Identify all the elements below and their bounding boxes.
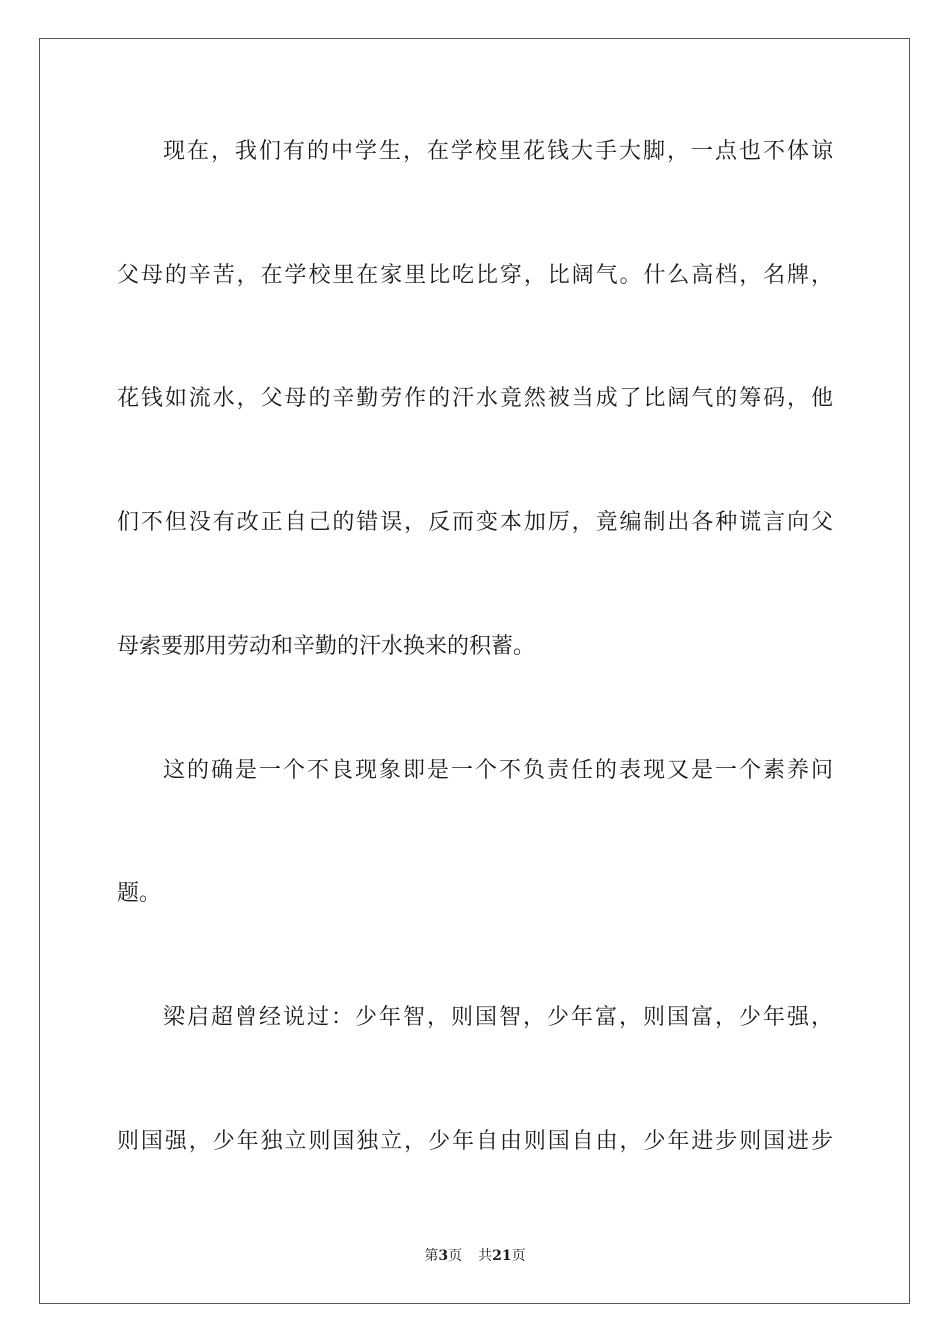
paragraph-3-line-2: 则国强，少年独立则国独立，少年自由则国自由，少年进步则国进步 [117,1129,833,1154]
total-pages: 21 [492,1248,512,1264]
page-prefix: 第 [424,1248,439,1264]
paragraph-1-line-5: 母索要那用劳动和辛勤的汗水换来的积蓄。 [117,634,536,659]
paragraph-1-line-2: 父母的辛苦，在学校里在家里比吃比穿，比阔气。什么高档，名牌， [117,263,833,288]
paragraph-2-line-1: 这的确是一个不良现象即是一个不负责任的表现又是一个素养问 [163,758,833,783]
total-prefix: 共 [478,1248,493,1264]
paragraph-2-line-2: 题。 [117,881,162,906]
total-suffix: 页 [511,1248,526,1264]
paragraph-1-line-4: 们不但没有改正自己的错误，反而变本加厉，竟编制出各种谎言向父 [117,510,833,535]
paragraph-1-line-1: 现在，我们有的中学生，在学校里花钱大手大脚，一点也不体谅 [163,139,833,164]
page-footer [0,1246,950,1266]
paragraph-3-line-1: 梁启超曾经说过：少年智，则国智，少年富，则国富，少年强， [163,1005,833,1030]
paragraph-1-line-3: 花钱如流水，父母的辛勤劳作的汗水竟然被当成了比阔气的筹码，他 [117,386,833,411]
page-border [39,38,910,1304]
page-number: 3 [438,1248,449,1264]
page-suffix: 页 [448,1248,463,1264]
